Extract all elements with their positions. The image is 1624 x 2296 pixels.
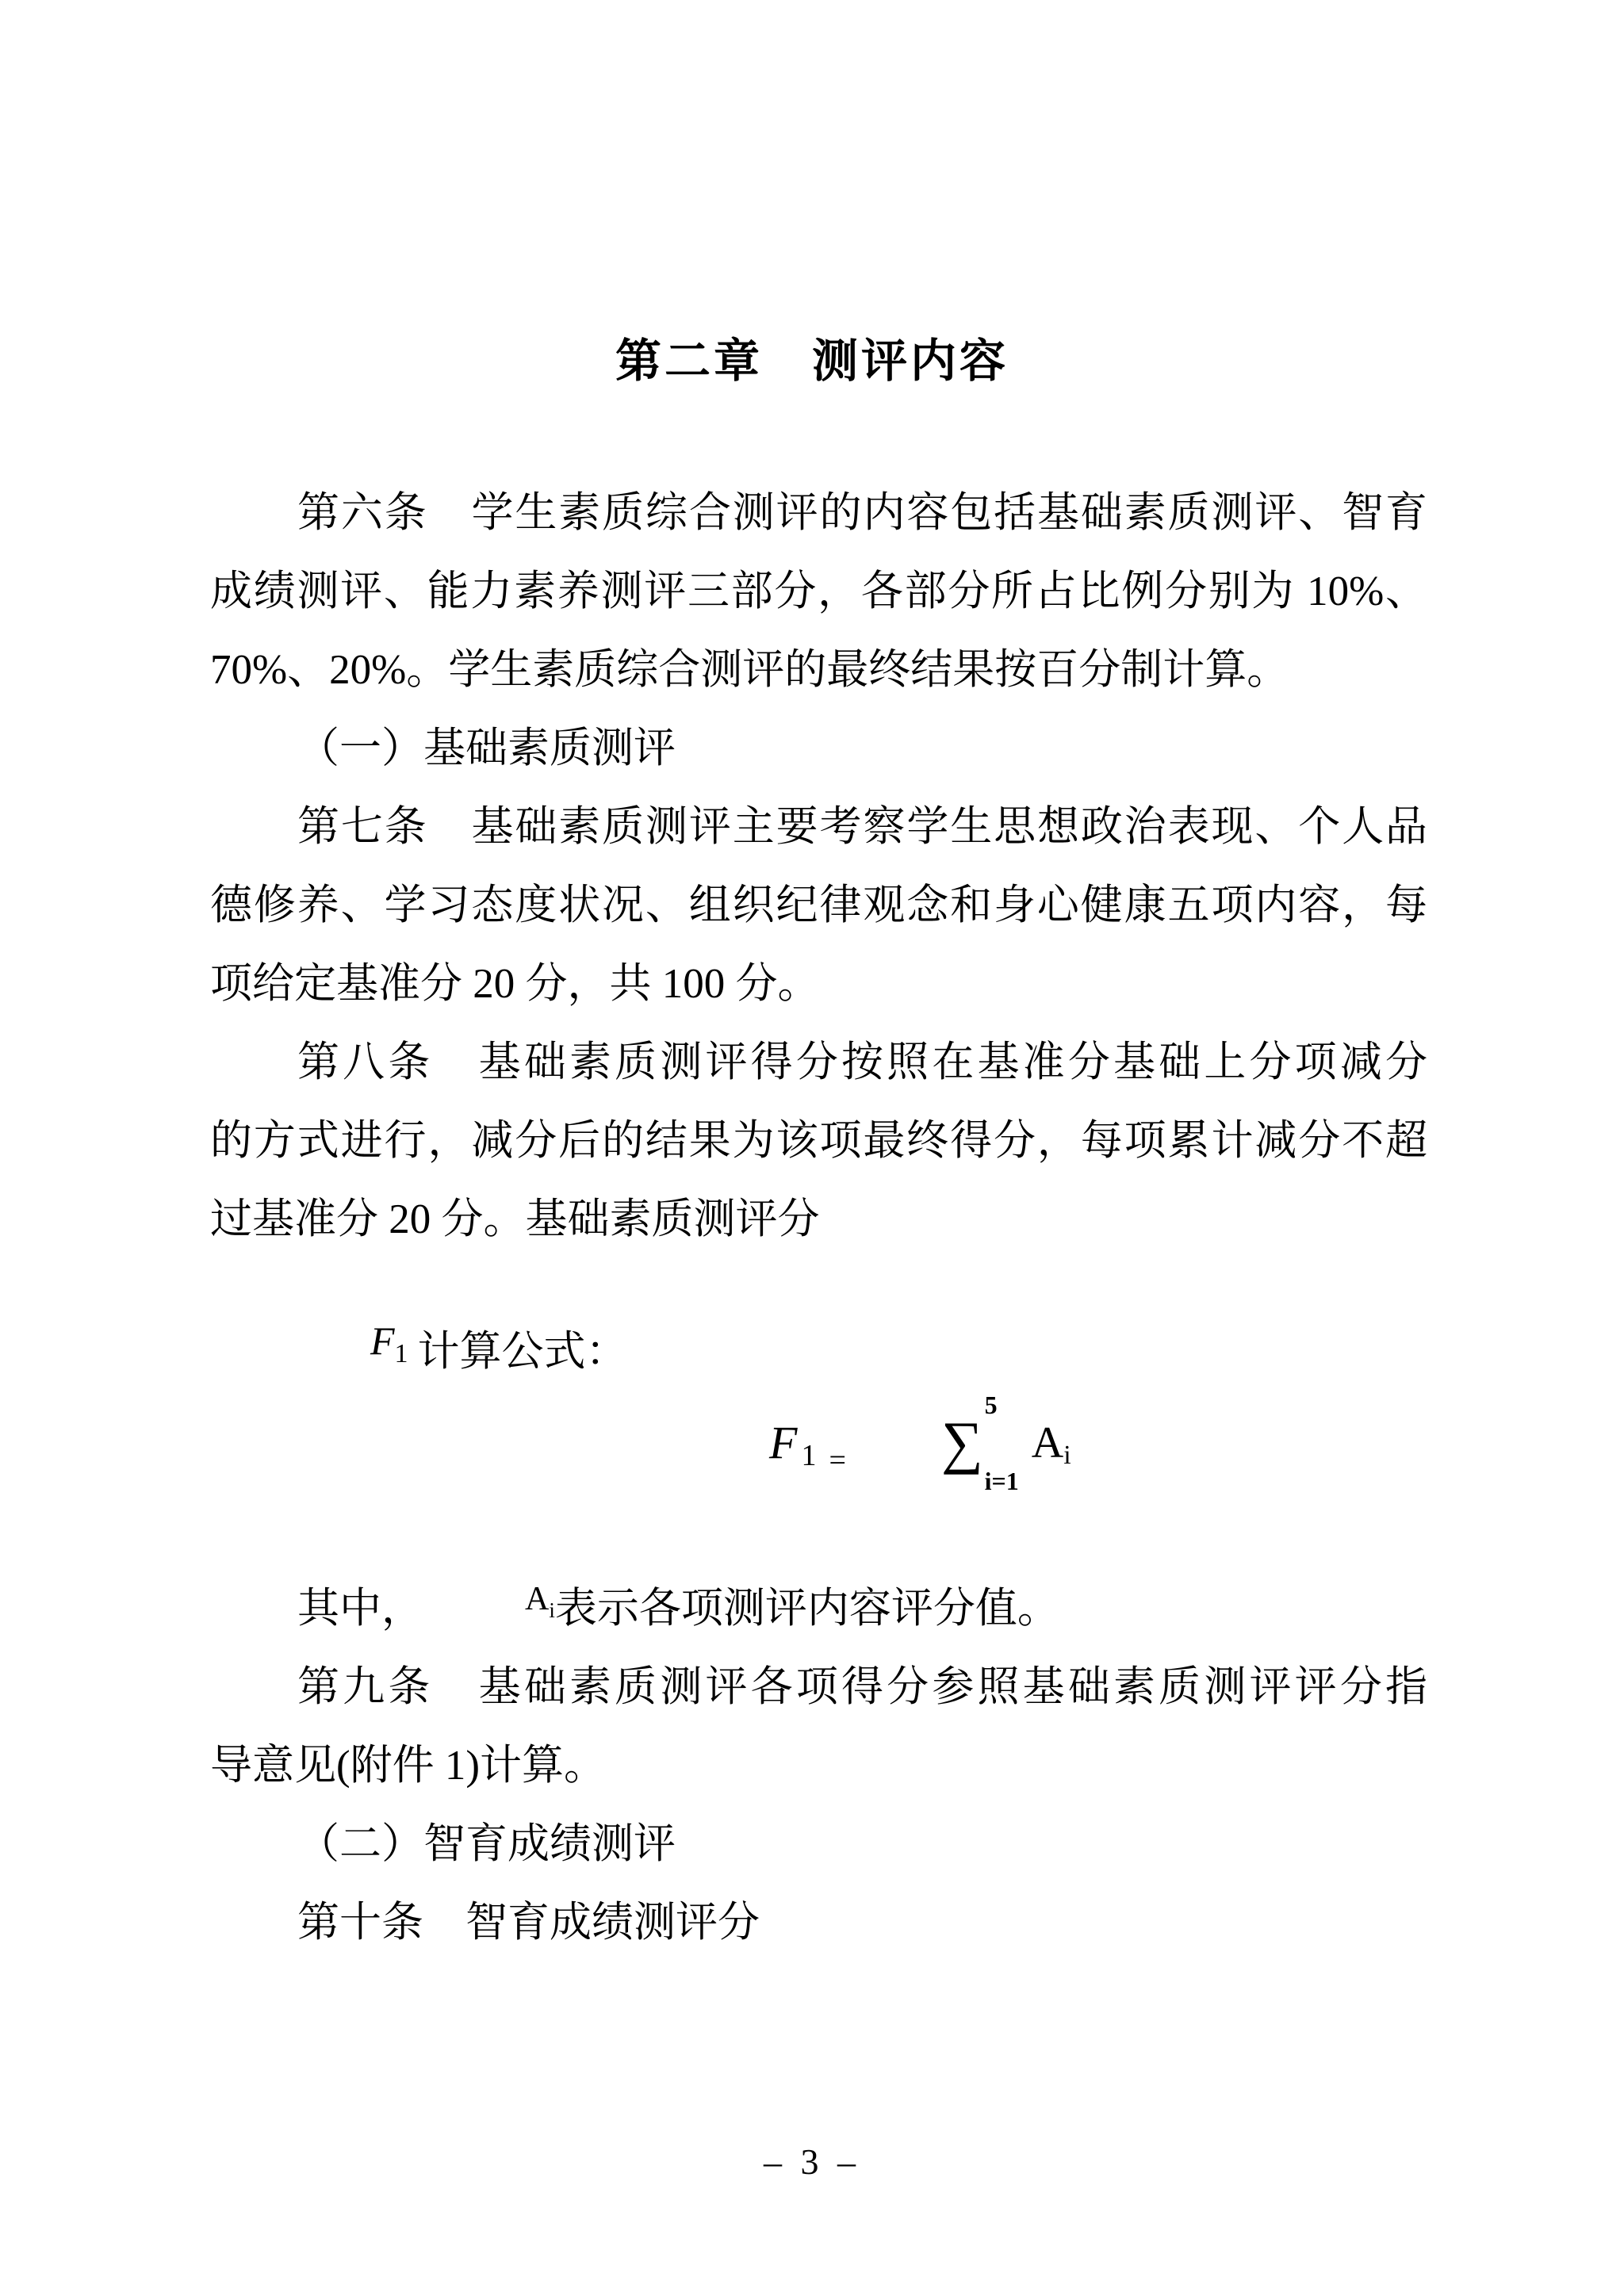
- math-variable-a: A: [1031, 1418, 1064, 1468]
- math-variable-f: F: [370, 1318, 395, 1363]
- math-subscript-1: 1: [801, 1439, 817, 1472]
- summation-lower-limit: i=1: [984, 1467, 1019, 1495]
- page-number: – 3 –: [764, 2141, 860, 2182]
- formula-intro-text: 计算公式：: [417, 1329, 628, 1375]
- chapter-title: 第二章 测评内容: [615, 335, 1009, 387]
- paragraph-line: 德修养、学习态度状况、组织纪律观念和身心健康五项内容，每: [210, 882, 1427, 928]
- paragraph-line: 成绩测评、能力素养测评三部分，各部分所占比例分别为 10%、: [210, 568, 1427, 614]
- formula-intro-line: [370, 1318, 628, 1383]
- section-heading-basic-quality: （一）基础素质测评: [297, 725, 676, 771]
- paragraph-line: 第十条 智育成绩测评分: [297, 1900, 760, 1946]
- math-variable-f: F: [769, 1417, 798, 1468]
- math-subscript-i: i: [549, 1598, 555, 1622]
- paragraph-line: 第八条 基础素质测评得分按照在基准分基础上分项减分: [297, 1039, 1427, 1085]
- paragraph-line: 的方式进行，减分后的结果为该项最终得分，每项累计减分不超: [210, 1118, 1427, 1164]
- paragraph-line: 项给定基准分 20 分，共 100 分。: [210, 961, 820, 1007]
- equals-sign: =: [829, 1444, 846, 1477]
- where-suffix: 表示各项测评内容评分值。: [554, 1586, 1059, 1632]
- paragraph-line: 第六条 学生素质综合测评的内容包括基础素质测评、智育: [297, 490, 1427, 536]
- formula-f1-sum: [769, 1392, 1071, 1494]
- math-subscript-1: 1: [394, 1339, 408, 1368]
- paragraph-line: 第九条 基础素质测评各项得分参照基础素质测评评分指: [297, 1664, 1427, 1710]
- math-subscript-i: i: [1063, 1441, 1071, 1470]
- where-prefix: 其中，: [297, 1586, 423, 1632]
- paragraph-line: 过基准分 20 分。基础素质测评分: [210, 1196, 820, 1242]
- paragraph-line: 导意见(附件 1)计算。: [210, 1743, 607, 1789]
- summation-upper-limit: 5: [984, 1391, 998, 1419]
- section-heading-intellectual-score: （二）智育成绩测评: [297, 1821, 676, 1867]
- paragraph-line: 第七条 基础素质测评主要考察学生思想政治表现、个人品: [297, 804, 1427, 850]
- paragraph-line: 70%、20%。学生素质综合测评的最终结果按百分制计算。: [210, 647, 1289, 693]
- math-variable-a: A: [525, 1581, 550, 1617]
- summation-limits: [985, 1392, 1019, 1494]
- formula-explanation-line: [297, 1582, 1427, 1641]
- summation-sigma: ∑: [940, 1410, 983, 1475]
